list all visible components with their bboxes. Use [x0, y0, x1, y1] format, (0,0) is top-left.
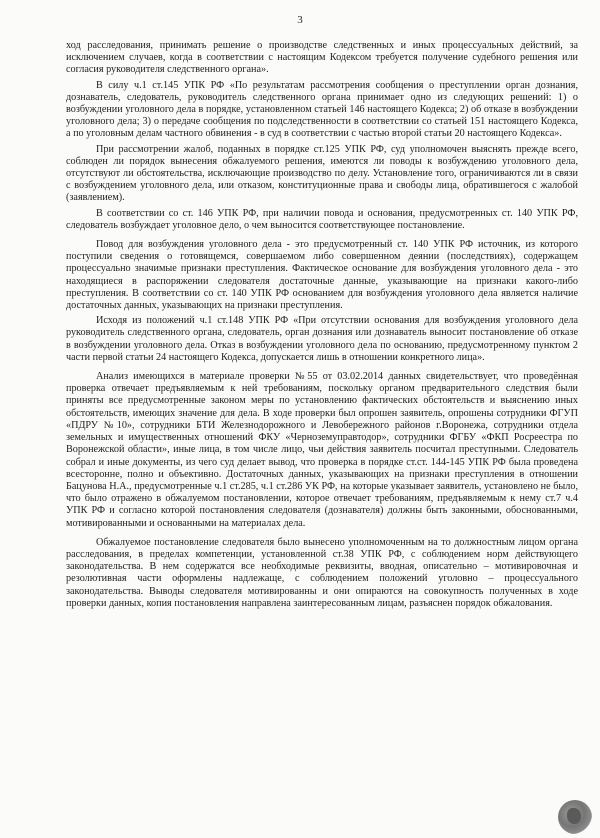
paragraph-continuation: ход расследования, принимать решение о производстве следственных и иных процессуальных действий, за исключением случаев, когда в соответствии с настоящим Кодексом требуется получение судебного решения или согласия руководителя следственного органа». — [66, 40, 578, 76]
scanner-logo-icon — [558, 800, 592, 834]
document-body — [66, 40, 578, 610]
paragraph-conclusion: Обжалуемое постановление следователя было вынесено уполномоченным на то должностным лицом органа расследования, в пределах компетенции, установленной ст.38 УПК РФ, с соблюдением норм действующего законодательства. В нем содержатся все необходимые реквизиты, вводная, описательно – мотивировочная и резолютивная части оформлены надлежаще, с соблюдением положений уголовно – процессуального законодательства. Выводы следователя мотивированны и они опираются на совокупность полученных в ходе проверки данных, копия постановления направлена заинтересованным лицам, разъяснен порядок обжалования. — [66, 536, 578, 609]
paragraph-grounds: Повод для возбуждения уголовного дела - это предусмотренный ст. 140 УПК РФ источник, из которого поступили сведения о готовящемся, совершаемом либо совершенном деянии (последствиях), содержащем процессуально значимые признаки преступления. Фактическое основание для возбуждения уголовного дела - это находящиеся в распоряжении следователя достаточные данные, указывающие на признаки какого-либо преступления. В соответствии со ст. 140 УПК РФ основанием для возбуждения уголовного дела является наличие достаточных данных, указывающих на признаки преступления. — [66, 239, 578, 312]
paragraph-article-146: В соответствии со ст. 146 УПК РФ, при наличии повода и основания, предусмотренных ст. 140 УПК РФ, следователь возбуждает уголовное дело, о чем выносится соответствующее постановление. — [66, 207, 578, 231]
page-number: 3 — [297, 14, 303, 26]
paragraph-article-148: Исходя из положений ч.1 ст.148 УПК РФ «При отсутствии основания для возбуждения уголовного дела руководитель следственного органа, следователь, орган дознания или дознаватель выносит постановление об отказе в возбуждении уголовного дела. Отказ в возбуждении уголовного дела по основанию, предусмотренному пунктом 2 части первой статьи 24 настоящего Кодекса, допускается лишь в отношении конкретного лица». — [66, 315, 578, 363]
paragraph-analysis: Анализ имеющихся в материале проверки №55 от 03.02.2014 данных свидетельствует, что проведённая проверка отвечает предъявляемым к ней требованиям, поскольку органом предварительного следствия были приняты все предусмотренные законом меры по установлению фактических обстоятельств и выяснению иных обстоятельств, имеющих значение для дела. В ходе проверки был опрошен заявитель, опрошены сотрудники ФГУП «ПДРУ №10», сотрудники БТИ Железнодорожного и Левобережного районов г.Воронежа, сотрудники отдела земельных и имущественных отношений ФКУ «Черноземуправтодор», сотрудники ФГБУ «ФКП Росреестра по Воронежской области», иные лица, в том числе лицо, чьи действия заявитель посчитал преступными. Следователь собрал и иные документы, из чего суд делает вывод, что проверка в порядке ст.ст. 144-145 УПК РФ была проведена всесторонне, полно и объективно. Достаточных данных, указывающих на признаки преступления в отношении Бацунова Н.А., предусмотренные ч.1 ст.285, ч.1 ст.286 УК РФ, на которые указывает заявитель, установлено не было, что было отражено в обжалуемом постановлении, которое отвечает требованиям, предъявляемым к нему ст.7 ч.4 УПК РФ и согласно которой постановления следователя (дознавателя) должны быть законными, обоснованными, мотивированными и основанными на материалах дела. — [66, 371, 578, 529]
scanner-logo-glyph — [567, 808, 581, 824]
paragraph-complaint-review: При рассмотрении жалоб, поданных в порядке ст.125 УПК РФ, суд уполномочен выяснять прежде всего, соблюден ли порядок вынесения обжалуемого решения, имеются ли поводы к возбуждению уголовного дела, отсутствуют ли обстоятельства, исключающие производство по делу. Установление того, ограничиваются ли в связи с возбуждением уголовного дела, или отказом, конституционные права и свободы лица, обратившегося с жалобой (заявлением). — [66, 143, 578, 204]
paragraph-article-145: В силу ч.1 ст.145 УПК РФ «По результатам рассмотрения сообщения о преступлении орган дознания, дознаватель, следователь, руководитель следственного органа принимает одно из следующих решений: 1) о возбуждении уголовного дела в порядке, установленном статьей 146 настоящего Кодекса; 2) об отказе в возбуждении уголовного дела; 3) о передаче сообщения по подследственности в соответствии со статьей 151 настоящего Кодекса, а по уголовным делам частного обвинения - в суд в соответствии с частью второй статьи 20 настоящего Кодекса». — [66, 79, 578, 140]
